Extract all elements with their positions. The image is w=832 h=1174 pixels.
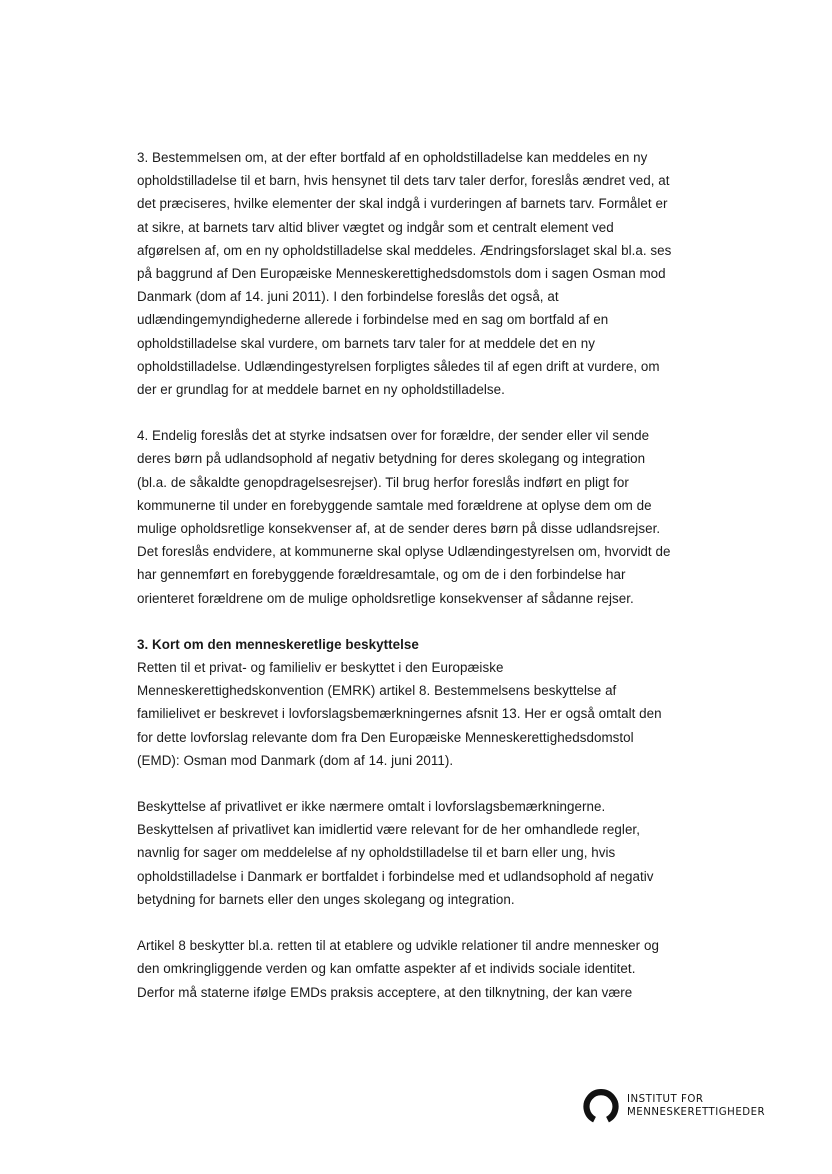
text-line: familielivet er beskrevet i lovforslagsbemærkningernes afsnit 13. Her er også omtalt den xyxy=(137,706,662,722)
text-line: Danmark (dom af 14. juni 2011). I den forbindelse foreslås det også, at xyxy=(137,289,559,305)
paragraph-4 xyxy=(137,795,697,911)
text-line: opholdstilladelse. Udlændingestyrelsen forpligtes således til af egen drift at vurdere, om xyxy=(137,358,660,374)
text-line: Artikel 8 beskytter bl.a. retten til at etablere og udvikle relationer til andre mennesker og xyxy=(137,938,659,954)
text-line: har gennemført en forebyggende forældresamtale, og om de i den forbindelse har xyxy=(137,567,626,583)
logo-text-line-2: MENNESKERETTIGHEDER xyxy=(627,1107,766,1118)
text-line: kommunerne til under en forebyggende samtale med forældrene at oplyse dem om de xyxy=(137,497,652,513)
text-line: Menneskerettighedskonvention (EMRK) artikel 8. Bestemmelsens beskyttelse af xyxy=(137,683,617,699)
paragraph-2 xyxy=(137,424,697,610)
text-line: deres børn på udlandsophold af negativ betydning for deres skolegang og integration xyxy=(137,451,646,467)
text-line: den omkringliggende verden og kan omfatte aspekter af et individs sociale identitet. xyxy=(137,961,636,977)
text-line: mulige opholdsretlige konsekvenser af, at de sender deres børn på disse udlandsrejser. xyxy=(137,521,661,537)
institute-ring-logo-icon xyxy=(583,1088,619,1124)
text-line: 3. Bestemmelsen om, at der efter bortfald af en opholdstilladelse kan meddeles en ny xyxy=(137,150,648,165)
text-line: der er grundlag for at meddele barnet en ny opholdstilladelse. xyxy=(137,382,505,398)
section-heading: 3. Kort om den menneskeretlige beskyttelse xyxy=(137,636,419,652)
text-line: betydning for barnets eller den unges skolegang og integration. xyxy=(137,891,515,907)
text-line: Beskyttelse af privatlivet er ikke nærmere omtalt i lovforslagsbemærkningerne. xyxy=(137,799,606,815)
paragraph-5 xyxy=(137,934,697,1004)
text-line: Derfor må staterne ifølge EMDs praksis acceptere, at den tilknytning, der kan være xyxy=(137,984,633,1000)
institute-logo-text xyxy=(627,1093,765,1119)
text-line: udlændingemyndighederne allerede i forbindelse med en sag om bortfald af en xyxy=(137,312,609,328)
text-line: orienteret forældrene om de mulige opholdsretlige konsekvenser af sådanne rejser. xyxy=(137,590,634,606)
paragraph-spacer xyxy=(137,401,697,424)
text-line: afgørelsen af, om en ny opholdstilladelse skal meddeles. Ændringsforslaget skal bl.a. ses xyxy=(137,242,672,258)
paragraph-1 xyxy=(137,146,697,401)
text-line: det præciseres, hvilke elementer der skal indgå i vurderingen af barnets tarv. Formålet er xyxy=(137,196,668,212)
paragraph-spacer xyxy=(137,911,697,934)
text-line: (EMD): Osman mod Danmark (dom af 14. juni 2011). xyxy=(137,752,454,768)
section-3 xyxy=(137,633,697,772)
document-body xyxy=(137,146,697,1004)
text-line: Det foreslås endvidere, at kommunerne skal oplyse Udlændingestyrelsen om, hvorvidt de xyxy=(137,544,671,560)
text-line: navnlig for sager om meddelelse af ny opholdstilladelse til et barn eller ung, hvis xyxy=(137,845,616,861)
text-line: opholdstilladelse skal vurdere, om barnets tarv taler for at meddele det en ny xyxy=(137,335,595,351)
text-line: opholdstilladelse i Danmark er bortfaldet i forbindelse med et udlandsophold af negativ xyxy=(137,868,654,884)
logo-text-line-1: INSTITUT FOR xyxy=(627,1094,704,1105)
text-line: Beskyttelsen af privatlivet kan imidlertid være relevant for de her omhandlede regler, xyxy=(137,822,640,838)
text-line: 4. Endelig foreslås det at styrke indsatsen over for forældre, der sender eller vil sende xyxy=(137,428,650,444)
institute-logo xyxy=(583,1088,765,1124)
text-line: på baggrund af Den Europæiske Menneskerettighedsdomstols dom i sagen Osman mod xyxy=(137,266,666,282)
paragraph-spacer xyxy=(137,610,697,633)
text-line: opholdstilladelse til et barn, hvis hensynet til dets tarv taler derfor, foreslås ændret ved, at xyxy=(137,173,670,189)
text-line: (bl.a. de såkaldte genopdragelsesrejser). Til brug herfor foreslås indført en pligt for xyxy=(137,474,629,490)
paragraph-spacer xyxy=(137,772,697,795)
text-line: Retten til et privat- og familieliv er beskyttet i den Europæiske xyxy=(137,660,504,676)
text-line: at sikre, at barnets tarv altid bliver vægtet og indgår som et centralt element ved xyxy=(137,219,614,235)
text-line: for dette lovforslag relevante dom fra Den Europæiske Menneskerettighedsdomstol xyxy=(137,729,634,745)
